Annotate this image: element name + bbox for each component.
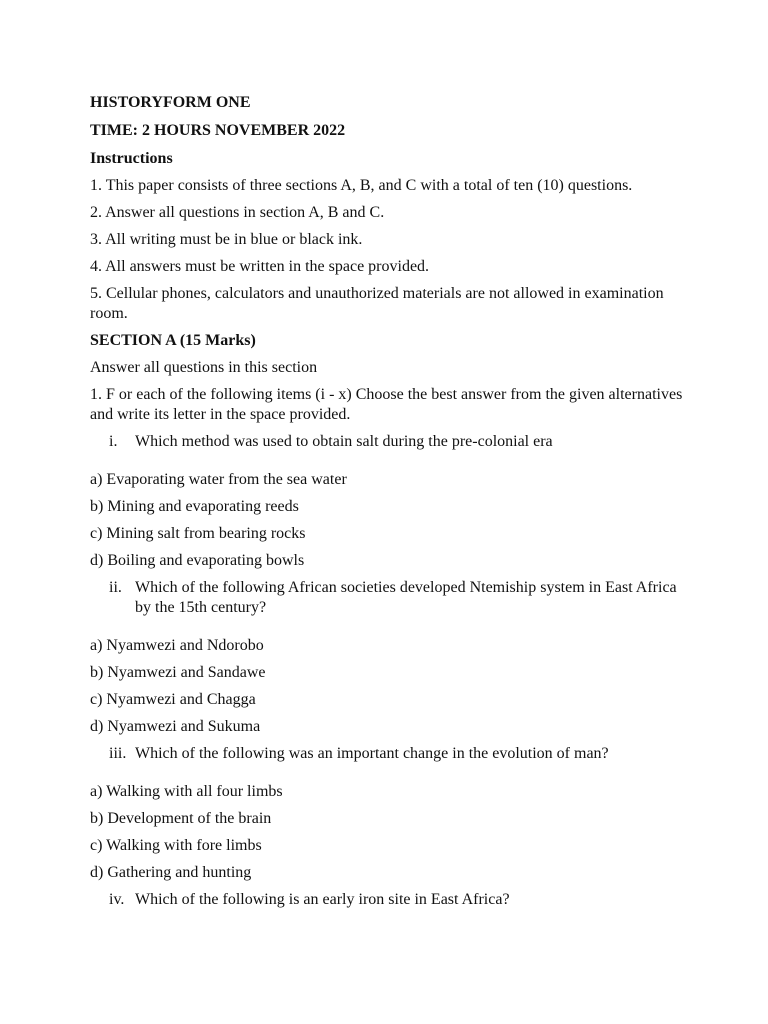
- exam-page: [90, 93, 690, 910]
- answer-option: c) Walking with fore limbs: [90, 837, 262, 854]
- question-text: Which of the following African societies developed Ntemiship system in East Africa by the 15th century?: [135, 579, 677, 616]
- answer-option: d) Gathering and hunting: [90, 864, 252, 881]
- question: [90, 578, 690, 618]
- question-number: ii.: [109, 579, 122, 596]
- answer-option: b) Development of the brain: [90, 810, 272, 827]
- question-number: iii.: [109, 745, 127, 762]
- answer-option: b) Nyamwezi and Sandawe: [90, 664, 266, 681]
- answer-option: c) Mining salt from bearing rocks: [90, 525, 306, 542]
- answer-option: d) Nyamwezi and Sukuma: [90, 718, 261, 735]
- section-a-intro: 1. F or each of the following items (i - x) Choose the best answer from the given alternatives and write its letter in the space provided.: [90, 386, 683, 423]
- question: [90, 890, 690, 910]
- question-number: i.: [109, 433, 118, 450]
- question: [90, 744, 690, 764]
- instruction-item: 1. This paper consists of three sections A, B, and C with a total of ten (10) questions.: [90, 177, 633, 194]
- instructions-heading: Instructions: [90, 150, 173, 167]
- answer-option: b) Mining and evaporating reeds: [90, 498, 299, 515]
- instruction-item: 4. All answers must be written in the space provided.: [90, 258, 430, 275]
- section-a-heading: SECTION A (15 Marks): [90, 332, 256, 349]
- question-text: Which of the following was an important change in the evolution of man?: [135, 745, 609, 762]
- answer-option: a) Evaporating water from the sea water: [90, 471, 347, 488]
- instruction-item: 2. Answer all questions in section A, B and C.: [90, 204, 385, 221]
- answer-option: a) Walking with all four limbs: [90, 783, 283, 800]
- question-text: Which of the following is an early iron site in East Africa?: [135, 891, 510, 908]
- question-number: iv.: [109, 891, 125, 908]
- question-text: Which method was used to obtain salt during the pre-colonial era: [135, 433, 553, 450]
- instruction-item: 3. All writing must be in blue or black ink.: [90, 231, 363, 248]
- question: [90, 432, 690, 452]
- answer-option: a) Nyamwezi and Ndorobo: [90, 637, 264, 654]
- instruction-item: 5. Cellular phones, calculators and unauthorized materials are not allowed in examination room.: [90, 285, 664, 322]
- exam-title: HISTORYFORM ONE: [90, 94, 251, 111]
- section-a-subheading: Answer all questions in this section: [90, 359, 318, 376]
- answer-option: c) Nyamwezi and Chagga: [90, 691, 256, 708]
- exam-time: TIME: 2 HOURS NOVEMBER 2022: [90, 122, 346, 139]
- answer-option: d) Boiling and evaporating bowls: [90, 552, 305, 569]
